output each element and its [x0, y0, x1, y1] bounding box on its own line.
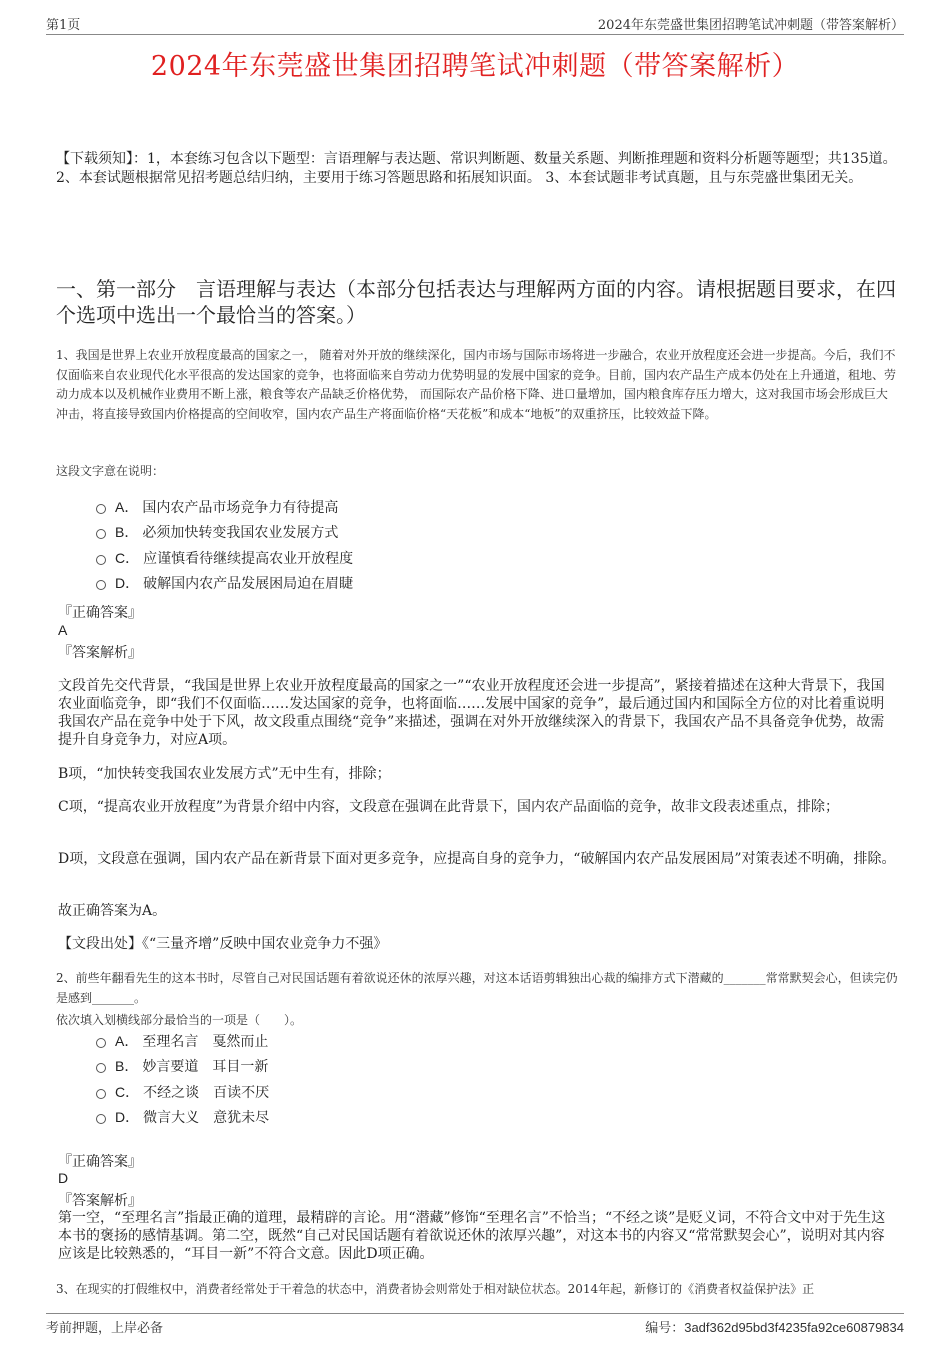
question-2-analysis-label: 『答案解析』	[58, 1193, 142, 1209]
question-1-conclusion: 故正确答案为A。	[58, 903, 167, 919]
question-2-answer-label: 『正确答案』	[58, 1154, 142, 1170]
radio-icon[interactable]	[96, 504, 106, 514]
question-1-source: 【文段出处】《“三量齐增”反映中国农业竞争力不强》	[58, 936, 388, 952]
question-2-answer: D	[58, 1170, 69, 1186]
radio-icon[interactable]	[96, 1089, 106, 1099]
question-1-analysis-c: C项，“提高农业开放程度”为背景介绍中内容，文段意在强调在此背景下，国内农产品面临的竞争，故非文段表述重点，排除；	[58, 799, 840, 815]
question-1-ask: 这段文字意在说明：	[56, 464, 165, 478]
page-number: 第1页	[46, 18, 81, 33]
option-b[interactable]: B． 必须加快转变我国农业发展方式	[96, 520, 353, 546]
question-2-analysis: 第一空，“至理名言”指最正确的道理，最精辟的言论。用“潜藏”修饰“至理名言”不恰当；“不经之谈”是贬义词，不符合文中对于先生这本书的褒扬的感情基调。第二空，既然“自己对民国话题有着欲说还休的浓厚兴趣”，对这本书的内容又“常常默契会心”，说明对其内容应该是比较熟悉的，“耳目一新”不符合文意。因此D项正确。	[58, 1210, 886, 1262]
radio-icon[interactable]	[96, 529, 106, 539]
question-2-ask: 依次填入划横线部分最恰当的一项是（ ）。	[56, 1013, 303, 1027]
footer-slogan: 考前押题，上岸必备	[46, 1321, 164, 1336]
radio-icon[interactable]	[96, 1063, 106, 1073]
page-header	[46, 14, 904, 35]
document-title: 2024年东莞盛世集团招聘笔试冲刺题（带答案解析）	[150, 51, 800, 82]
option-b[interactable]: B． 妙言要道 耳目一新	[96, 1054, 269, 1080]
question-1-stem: 1、我国是世界上农业开放程度最高的国家之一， 随着对外开放的继续深化，国内市场与国际市场将进一步融合，农业开放程度还会进一步提高。今后，我们不仅面临来自农业现代化水平很高的发达国家的竞争，也将面临来自劳动力优势明显的发展中国家的竞争。目前，国内农产品生产成本仍处在上升通道，租地、劳动力成本以及机械作业费用不断上涨，粮食等农产品缺乏价格优势， 而国际农产品价格下降、进口量增加，国内粮食库存压力增大，这对我国市场会形成巨大冲击，将直接导致国内价格提高的空间收窄，国内农产品生产将面临价格“天花板”和成本“地板”的双重挤压，比较效益下降。	[56, 348, 897, 421]
radio-icon[interactable]	[96, 1114, 106, 1124]
option-a[interactable]: A． 国内农产品市场竞争力有待提高	[96, 494, 353, 520]
footer-code: 编号：3adf362d95bd3f4235fa92ce60879834	[645, 1320, 904, 1336]
question-1-answer: A	[58, 622, 68, 638]
question-2-stem: 2、前些年翻看先生的这本书时，尽管自己对民国话题有着欲说还休的浓厚兴趣，对这本话语剪辑独出心裁的编排方式下潜藏的_______常常默契会心，但读完仍是感到_______。	[56, 971, 898, 1005]
radio-icon[interactable]	[96, 580, 106, 590]
option-d[interactable]: D． 破解国内农产品发展困局迫在眉睫	[96, 571, 353, 597]
option-c[interactable]: C． 不经之谈 百读不厌	[96, 1079, 269, 1105]
question-1-analysis-label: 『答案解析』	[58, 645, 142, 661]
question-2-options	[96, 1028, 269, 1130]
download-notice: 【下载须知】：1，本套练习包含以下题型：言语理解与表达题、常识判断题、数量关系题、判断推理题和资料分析题等题型；共135道。 2、本套试题根据常见招考题总结归纳，主要用于练习答题思路和拓展知识面。 3、本套试题非考试真题，且与东莞盛世集团无关。	[56, 151, 897, 186]
question-1-analysis-b: B项，“加快转变我国农业发展方式”无中生有，排除；	[58, 766, 391, 782]
question-1-options	[96, 494, 353, 596]
question-1-analysis-d: D项，文段意在强调，国内农产品在新背景下面对更多竞争，应提高自身的竞争力，“破解国内农产品发展困局”对策表述不明确，排除。	[58, 851, 896, 867]
question-1-answer-label: 『正确答案』	[58, 605, 142, 621]
option-c[interactable]: C． 应谨慎看待继续提高农业开放程度	[96, 545, 353, 571]
page-footer	[46, 1313, 904, 1334]
section-heading: 一、第一部分 言语理解与表达（本部分包括表达与理解两方面的内容。请根据题目要求，在四个选项中选出一个最恰当的答案。）	[56, 277, 896, 327]
radio-icon[interactable]	[96, 1038, 106, 1048]
question-1-analysis-main: 文段首先交代背景，“我国是世界上农业开放程度最高的国家之一”“农业开放程度还会进一步提高”，紧接着描述在这种大背景下，我国农业面临竞争，即“我们不仅面临……发达国家的竞争，也将面临……发展中国家的竞争”，最后通过国内和国际全方位的对比着重说明我国农产品在竞争中处于下风，故文段重点围绕“竞争”来描述，强调在对外开放继续深入的背景下，我国农产品不具备竞争优势，故需提升自身竞争力，对应A项。	[58, 678, 885, 748]
question-3-stem: 3、在现实的打假维权中，消费者经常处于干着急的状态中，消费者协会则常处于相对缺位状态。2014年起，新修订的《消费者权益保护法》正	[56, 1282, 815, 1296]
option-d[interactable]: D． 微言大义 意犹未尽	[96, 1105, 269, 1131]
radio-icon[interactable]	[96, 555, 106, 565]
option-a[interactable]: A． 至理名言 戛然而止	[96, 1028, 269, 1054]
header-doc-title: 2024年东莞盛世集团招聘笔试冲刺题（带答案解析）	[597, 18, 904, 33]
